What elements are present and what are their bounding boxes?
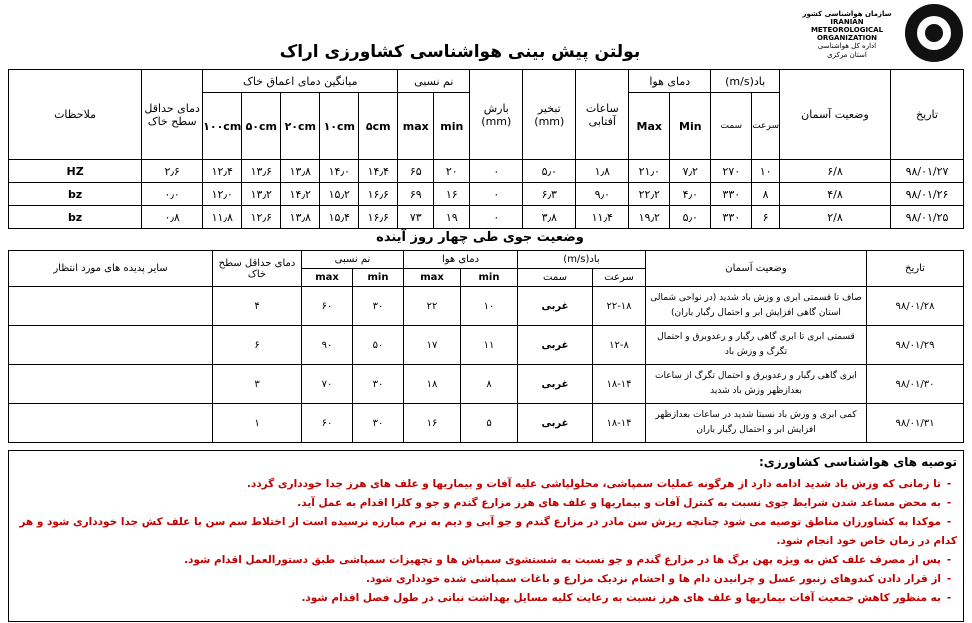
cell-speed: ۲۲-۱۸ <box>593 287 646 326</box>
cell-min-surface: ۳ <box>213 365 302 404</box>
col-date: تاریخ <box>891 70 964 160</box>
cell-rhmax: ۶۰ <box>302 287 353 326</box>
cell-precip: ۰ <box>470 160 523 183</box>
table-row <box>9 160 964 183</box>
cell-rhmax: ۶۹ <box>398 183 434 206</box>
recommendation-text: موکدا به کشاورزان مناطق توصیه می شود چنانچه ریزش سن مادر در مزارع گندم و جو آبی و دیم به نرم مبارزه نرسیده است از اختلاط سم سن با علف کش جدا خودداری شود و هر کدام در زمان خاص خود انجام شود. <box>19 516 957 547</box>
recommendations-box <box>8 450 964 622</box>
recommendation-text: از قرار دادن کندوهای زنبور عسل و چرانیدن دام ها و احشام نزدیک مزارع و باغات سمپاشی شده خودداری شود. <box>366 573 941 585</box>
cell-sunshine: ۱٫۸ <box>576 160 629 183</box>
col-soil-20: ۲۰cm <box>281 93 320 160</box>
cell-tmax: ۲۲ <box>404 287 461 326</box>
org-name <box>792 10 902 42</box>
list-item <box>17 570 957 589</box>
cell-rhmax: ۶۰ <box>302 404 353 443</box>
col-air-temp: دمای هوا <box>404 251 518 269</box>
cell-sky: صاف تا قسمتی ابری و وزش باد شدید (در نواحی شمالی استان گاهی افزایش ابر و احتمال رگبار باران) <box>646 287 867 326</box>
cell-soil-20: ۱۳٫۸ <box>281 160 320 183</box>
cell-soil-20: ۱۴٫۲ <box>281 183 320 206</box>
cell-rhmin: ۵۰ <box>353 326 404 365</box>
recommendation-text: تا زمانی که وزش باد شدید ادامه دارد از هرگونه عملیات سمپاشی، محلولپاشی علیه آفات و بیماریها و علف های هرز جدا خودداری گردد. <box>246 478 941 490</box>
cell-wind-dir: ۲۷۰ <box>711 160 752 183</box>
list-item <box>17 475 957 494</box>
forecast-table <box>8 250 964 443</box>
bullet-icon: - <box>946 478 952 490</box>
col-evap: تبخیر (mm) <box>523 70 576 160</box>
col-wind-dir: سمت <box>711 93 752 160</box>
cell-soil-10: ۱۴٫۰ <box>320 160 359 183</box>
cell-soil-10: ۱۵٫۴ <box>320 206 359 229</box>
cell-sky: ابری گاهی رگبار و رعدوبرق و احتمال تگرگ از ساعات بعدازظهر وزش باد شدید <box>646 365 867 404</box>
cell-soil-100: ۱۲٫۰ <box>203 183 242 206</box>
cell-rhmax: ۷۰ <box>302 365 353 404</box>
cell-tmin: ۴٫۰ <box>670 183 711 206</box>
cell-note: bz <box>9 183 142 206</box>
cell-tmax: ۱۸ <box>404 365 461 404</box>
cell-dir: غربی <box>518 326 593 365</box>
cell-sky: ۲/۸ <box>780 206 891 229</box>
col-tmax: Max <box>629 93 670 160</box>
cell-wind-dir: ۳۳۰ <box>711 183 752 206</box>
cell-rhmin: ۳۰ <box>353 404 404 443</box>
cell-tmin: ۸ <box>461 365 518 404</box>
cell-soil-50: ۱۳٫۲ <box>242 183 281 206</box>
cell-wind-speed: ۶ <box>752 206 780 229</box>
cell-rhmin: ۲۰ <box>434 160 470 183</box>
cell-wind-speed: ۱۰ <box>752 160 780 183</box>
table-row <box>9 183 964 206</box>
bullet-icon: - <box>946 592 952 604</box>
forecast-title: وضعیت جوی طی چهار روز آینده <box>376 230 584 245</box>
recommendation-text: به محض مساعد شدن شرایط جوی نسبت به کنترل آفات و بیماریها و علف های هرز مزارع گندم و جو و کلزا اقدام به عمل آید. <box>297 497 941 509</box>
cell-date: ۹۸/۰۱/۳۱ <box>867 404 964 443</box>
cell-wind-dir: ۳۳۰ <box>711 206 752 229</box>
org-logo <box>792 2 967 64</box>
cell-tmin: ۵ <box>461 404 518 443</box>
cell-tmax: ۱۷ <box>404 326 461 365</box>
col-tmin: Min <box>670 93 711 160</box>
col-wind: باد(m/s) <box>711 70 780 93</box>
cell-precip: ۰ <box>470 206 523 229</box>
cell-tmax: ۱۹٫۲ <box>629 206 670 229</box>
cell-tmin: ۱۱ <box>461 326 518 365</box>
cell-rhmax: ۶۵ <box>398 160 434 183</box>
cell-min-surface: ۱ <box>213 404 302 443</box>
col-soil: میانگین دمای اعماق خاک <box>203 70 398 93</box>
cell-min-surface: ۰٫۰ <box>142 183 203 206</box>
org-name-en-3: ORGANIZATION <box>816 34 878 42</box>
cell-tmax: ۱۶ <box>404 404 461 443</box>
cell-evap: ۶٫۳ <box>523 183 576 206</box>
cell-rhmax: ۷۳ <box>398 206 434 229</box>
col-soil-10: ۱۰cm <box>320 93 359 160</box>
cell-phenomena <box>9 365 213 404</box>
cell-sky: ۴/۸ <box>780 183 891 206</box>
bullet-icon: - <box>946 516 952 528</box>
bullet-icon: - <box>946 554 952 566</box>
col-rhmax: max <box>398 93 434 160</box>
col-phenomena: سایر پدیده های مورد انتظار <box>9 251 213 287</box>
cell-sky: قسمتی ابری تا ابری گاهی رگبار و رعدوبرق و احتمال تگرگ و وزش باد <box>646 326 867 365</box>
logo-emblem-icon <box>905 4 963 62</box>
recommendation-text: به منظور کاهش جمعیت آفات بیماریها و علف های هرز نسبت به رعایت کلیه مسایل بهداشت نباتی در طول فصل اقدام شود. <box>301 592 941 604</box>
cell-dir: غربی <box>518 365 593 404</box>
table-row <box>9 206 964 229</box>
cell-soil-50: ۱۳٫۶ <box>242 160 281 183</box>
col-tmin: min <box>461 269 518 287</box>
cell-note: HZ <box>9 160 142 183</box>
bullet-icon: - <box>946 573 952 585</box>
cell-soil-100: ۱۱٫۸ <box>203 206 242 229</box>
col-air-temp: دمای هوا <box>629 70 711 93</box>
cell-date: ۹۸/۰۱/۳۰ <box>867 365 964 404</box>
observed-table <box>8 69 964 229</box>
cell-sunshine: ۱۱٫۴ <box>576 206 629 229</box>
org-name-en-2: METEOROLOGICAL <box>810 26 884 34</box>
cell-phenomena <box>9 287 213 326</box>
cell-rhmin: ۳۰ <box>353 365 404 404</box>
cell-speed: ۱۲-۸ <box>593 326 646 365</box>
col-min-surface: دمای حداقل سطح خاک <box>213 251 302 287</box>
cell-date: ۹۸/۰۱/۲۸ <box>867 287 964 326</box>
table-row <box>9 287 964 326</box>
cell-note: bz <box>9 206 142 229</box>
cell-tmin: ۷٫۲ <box>670 160 711 183</box>
recommendations-list <box>17 475 957 608</box>
col-min-surface: دمای حداقل سطح خاک <box>142 70 203 160</box>
cell-tmax: ۲۲٫۲ <box>629 183 670 206</box>
office-line-2: استان مرکزی <box>827 51 867 59</box>
cell-min-surface: ۴ <box>213 287 302 326</box>
cell-rhmax: ۹۰ <box>302 326 353 365</box>
cell-min-surface: ۰٫۸ <box>142 206 203 229</box>
cell-evap: ۵٫۰ <box>523 160 576 183</box>
cell-rhmin: ۳۰ <box>353 287 404 326</box>
cell-wind-speed: ۸ <box>752 183 780 206</box>
cell-phenomena <box>9 326 213 365</box>
cell-tmin: ۱۰ <box>461 287 518 326</box>
office-name <box>792 42 902 60</box>
cell-soil-50: ۱۲٫۶ <box>242 206 281 229</box>
cell-precip: ۰ <box>470 183 523 206</box>
cell-date: ۹۸/۰۱/۲۹ <box>867 326 964 365</box>
col-rhmin: min <box>353 269 404 287</box>
list-item <box>17 494 957 513</box>
cell-soil-10: ۱۵٫۲ <box>320 183 359 206</box>
col-sky: وضعیت آسمان <box>780 70 891 160</box>
col-speed: سرعت <box>593 269 646 287</box>
office-line-1: اداره کل هواشناسی <box>817 42 877 50</box>
col-rhmax: max <box>302 269 353 287</box>
cell-date: ۹۸/۰۱/۲۷ <box>891 160 964 183</box>
col-tmax: max <box>404 269 461 287</box>
list-item <box>17 589 957 608</box>
table-row <box>9 326 964 365</box>
col-sky: وضعیت آسمان <box>646 251 867 287</box>
col-soil-100: ۱۰۰cm <box>203 93 242 160</box>
org-name-en-1: IRANIAN <box>830 18 864 26</box>
col-wind: باد(m/s) <box>518 251 646 269</box>
col-rh: نم نسبی <box>302 251 404 269</box>
col-date: تاریخ <box>867 251 964 287</box>
list-item <box>17 551 957 570</box>
cell-speed: ۱۸-۱۴ <box>593 365 646 404</box>
table-row <box>9 365 964 404</box>
org-name-fa: سازمان هواشناسی کشور <box>802 10 892 18</box>
col-notes: ملاحظات <box>9 70 142 160</box>
recommendations-title: توصیه های هواشناسی کشاورزی: <box>758 455 957 469</box>
cell-sunshine: ۹٫۰ <box>576 183 629 206</box>
cell-rhmin: ۱۶ <box>434 183 470 206</box>
cell-dir: غربی <box>518 287 593 326</box>
cell-soil-20: ۱۳٫۸ <box>281 206 320 229</box>
cell-soil-100: ۱۲٫۴ <box>203 160 242 183</box>
list-item <box>17 513 957 551</box>
col-wind-speed: سرعت <box>752 93 780 160</box>
cell-date: ۹۸/۰۱/۲۵ <box>891 206 964 229</box>
cell-phenomena <box>9 404 213 443</box>
cell-rhmin: ۱۹ <box>434 206 470 229</box>
cell-date: ۹۸/۰۱/۲۶ <box>891 183 964 206</box>
bulletin-title: بولتن پیش بینی هواشناسی کشاورزی اراک <box>279 42 641 62</box>
col-dir: سمت <box>518 269 593 287</box>
cell-min-surface: ۶ <box>213 326 302 365</box>
cell-dir: غربی <box>518 404 593 443</box>
col-rh: نم نسبی <box>398 70 470 93</box>
cell-soil-5: ۱۴٫۴ <box>359 160 398 183</box>
col-soil-50: ۵۰cm <box>242 93 281 160</box>
cell-tmin: ۵٫۰ <box>670 206 711 229</box>
cell-speed: ۱۸-۱۴ <box>593 404 646 443</box>
col-precip: بارش (mm) <box>470 70 523 160</box>
col-rhmin: min <box>434 93 470 160</box>
col-soil-5: ۵cm <box>359 93 398 160</box>
table-row <box>9 404 964 443</box>
bullet-icon: - <box>946 497 952 509</box>
col-sunshine: ساعات آفتابی <box>576 70 629 160</box>
cell-sky: کمی ابری و وزش باد نسبتا شدید در ساعات بعدازظهر افزایش ابر و احتمال رگبار باران <box>646 404 867 443</box>
cell-soil-5: ۱۶٫۶ <box>359 206 398 229</box>
cell-evap: ۳٫۸ <box>523 206 576 229</box>
cell-tmax: ۲۱٫۰ <box>629 160 670 183</box>
cell-min-surface: ۲٫۶ <box>142 160 203 183</box>
recommendation-text: پس از مصرف علف کش به ویژه پهن برگ ها در مزارع گندم و جو نسبت به شستشوی سمپاش ها و تجهیزات سمپاشی طبق دستورالعمل اقدام شود. <box>184 554 941 566</box>
cell-soil-5: ۱۶٫۶ <box>359 183 398 206</box>
cell-sky: ۶/۸ <box>780 160 891 183</box>
